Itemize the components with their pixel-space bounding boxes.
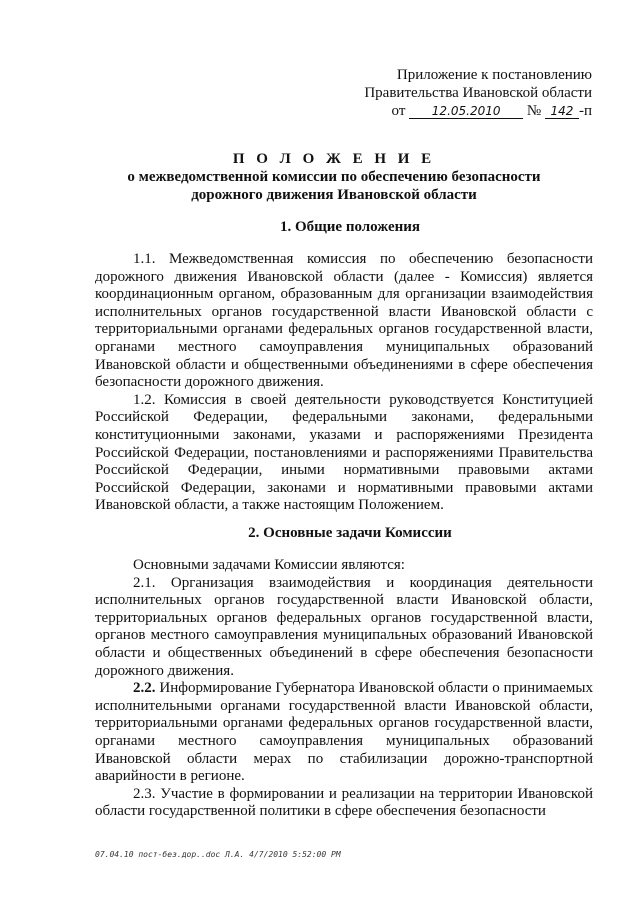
document-title: П О Л О Ж Е Н И Е xyxy=(232,151,436,167)
section-2-heading: 2. Основные задачи Комиссии xyxy=(248,525,452,541)
from-label: от xyxy=(391,103,406,119)
appendix-header xyxy=(364,66,592,120)
section-1-heading: 1. Общие положения xyxy=(279,219,421,235)
section-2-body xyxy=(95,557,593,821)
paragraph-2-2-number: 2.2. xyxy=(133,680,156,697)
handwritten-date: 12.05.2010 xyxy=(409,104,523,119)
paragraph-2-2-text: Информирование Губернатора Ивановской области о принимаемых исполнительными органами государственной власти Ивановской области, территориальными органами федеральных органов государственной власти, органами местного самоуправления муниципальных образований Ивановской области мерах по стабилизации дорожно-транспортной аварийности в регионе. xyxy=(95,680,593,785)
handwritten-number: 142 xyxy=(545,104,579,119)
header-line-2: Правительства Ивановской области xyxy=(364,85,592,101)
header-line-1: Приложение к постановлению xyxy=(396,67,592,83)
document-title-block xyxy=(0,150,640,204)
subtitle-line-2: дорожного движения Ивановской области xyxy=(191,187,477,203)
number-label: № xyxy=(526,103,542,119)
paragraph-2-3: 2.3. Участие в формировании и реализации на территории Ивановской области государственной политики в сфере обеспечения безопасности xyxy=(95,785,593,820)
section-2-intro: Основными задачами Комиссии являются: xyxy=(133,557,405,573)
paragraph-1-2: 1.2. Комиссия в своей деятельности руководствуется Конституцией Российской Федерации, федеральными законами, федеральными конституционными законами, указами и распоряжениями Президента Российской Федерации, постановлениями и распоряжениями Правительства Российской Федерации, иными нормативными правовыми актами Российской Федерации, законами и нормативными правовыми актами Ивановской области, а также настоящим Положением. xyxy=(95,391,593,514)
file-footer: 07.04.10 пост-без.дор..doc Л.А. 4/7/2010 5:52:00 PM xyxy=(95,850,341,859)
paragraph-1-1: 1.1. Межведомственная комиссия по обеспечению безопасности дорожного движения Ивановской области (далее - Комиссия) является координационным органом, образованным для организации взаимодействия исполнительных органов государственной власти Ивановской области с территориальными органами федеральных органов государственной власти, органами местного самоуправления муниципальных образований Ивановской области и общественными объединениями в сфере обеспечения безопасности дорожного движения. xyxy=(95,251,593,391)
number-suffix: -п xyxy=(578,103,592,119)
paragraph-2-2 xyxy=(95,680,593,786)
subtitle-line-1: о межведомственной комиссии по обеспечению безопасности xyxy=(127,169,541,185)
paragraph-2-1: 2.1. Организация взаимодействия и координация деятельности исполнительных органов государственной власти Ивановской области, территориальных органов федеральных органов государственной власти, органов местного самоуправления муниципальных образований Ивановской области и общественных объединений в сфере обеспечения безопасности дорожного движения. xyxy=(95,574,593,679)
section-1-body xyxy=(95,251,593,515)
header-line-3 xyxy=(364,102,592,120)
